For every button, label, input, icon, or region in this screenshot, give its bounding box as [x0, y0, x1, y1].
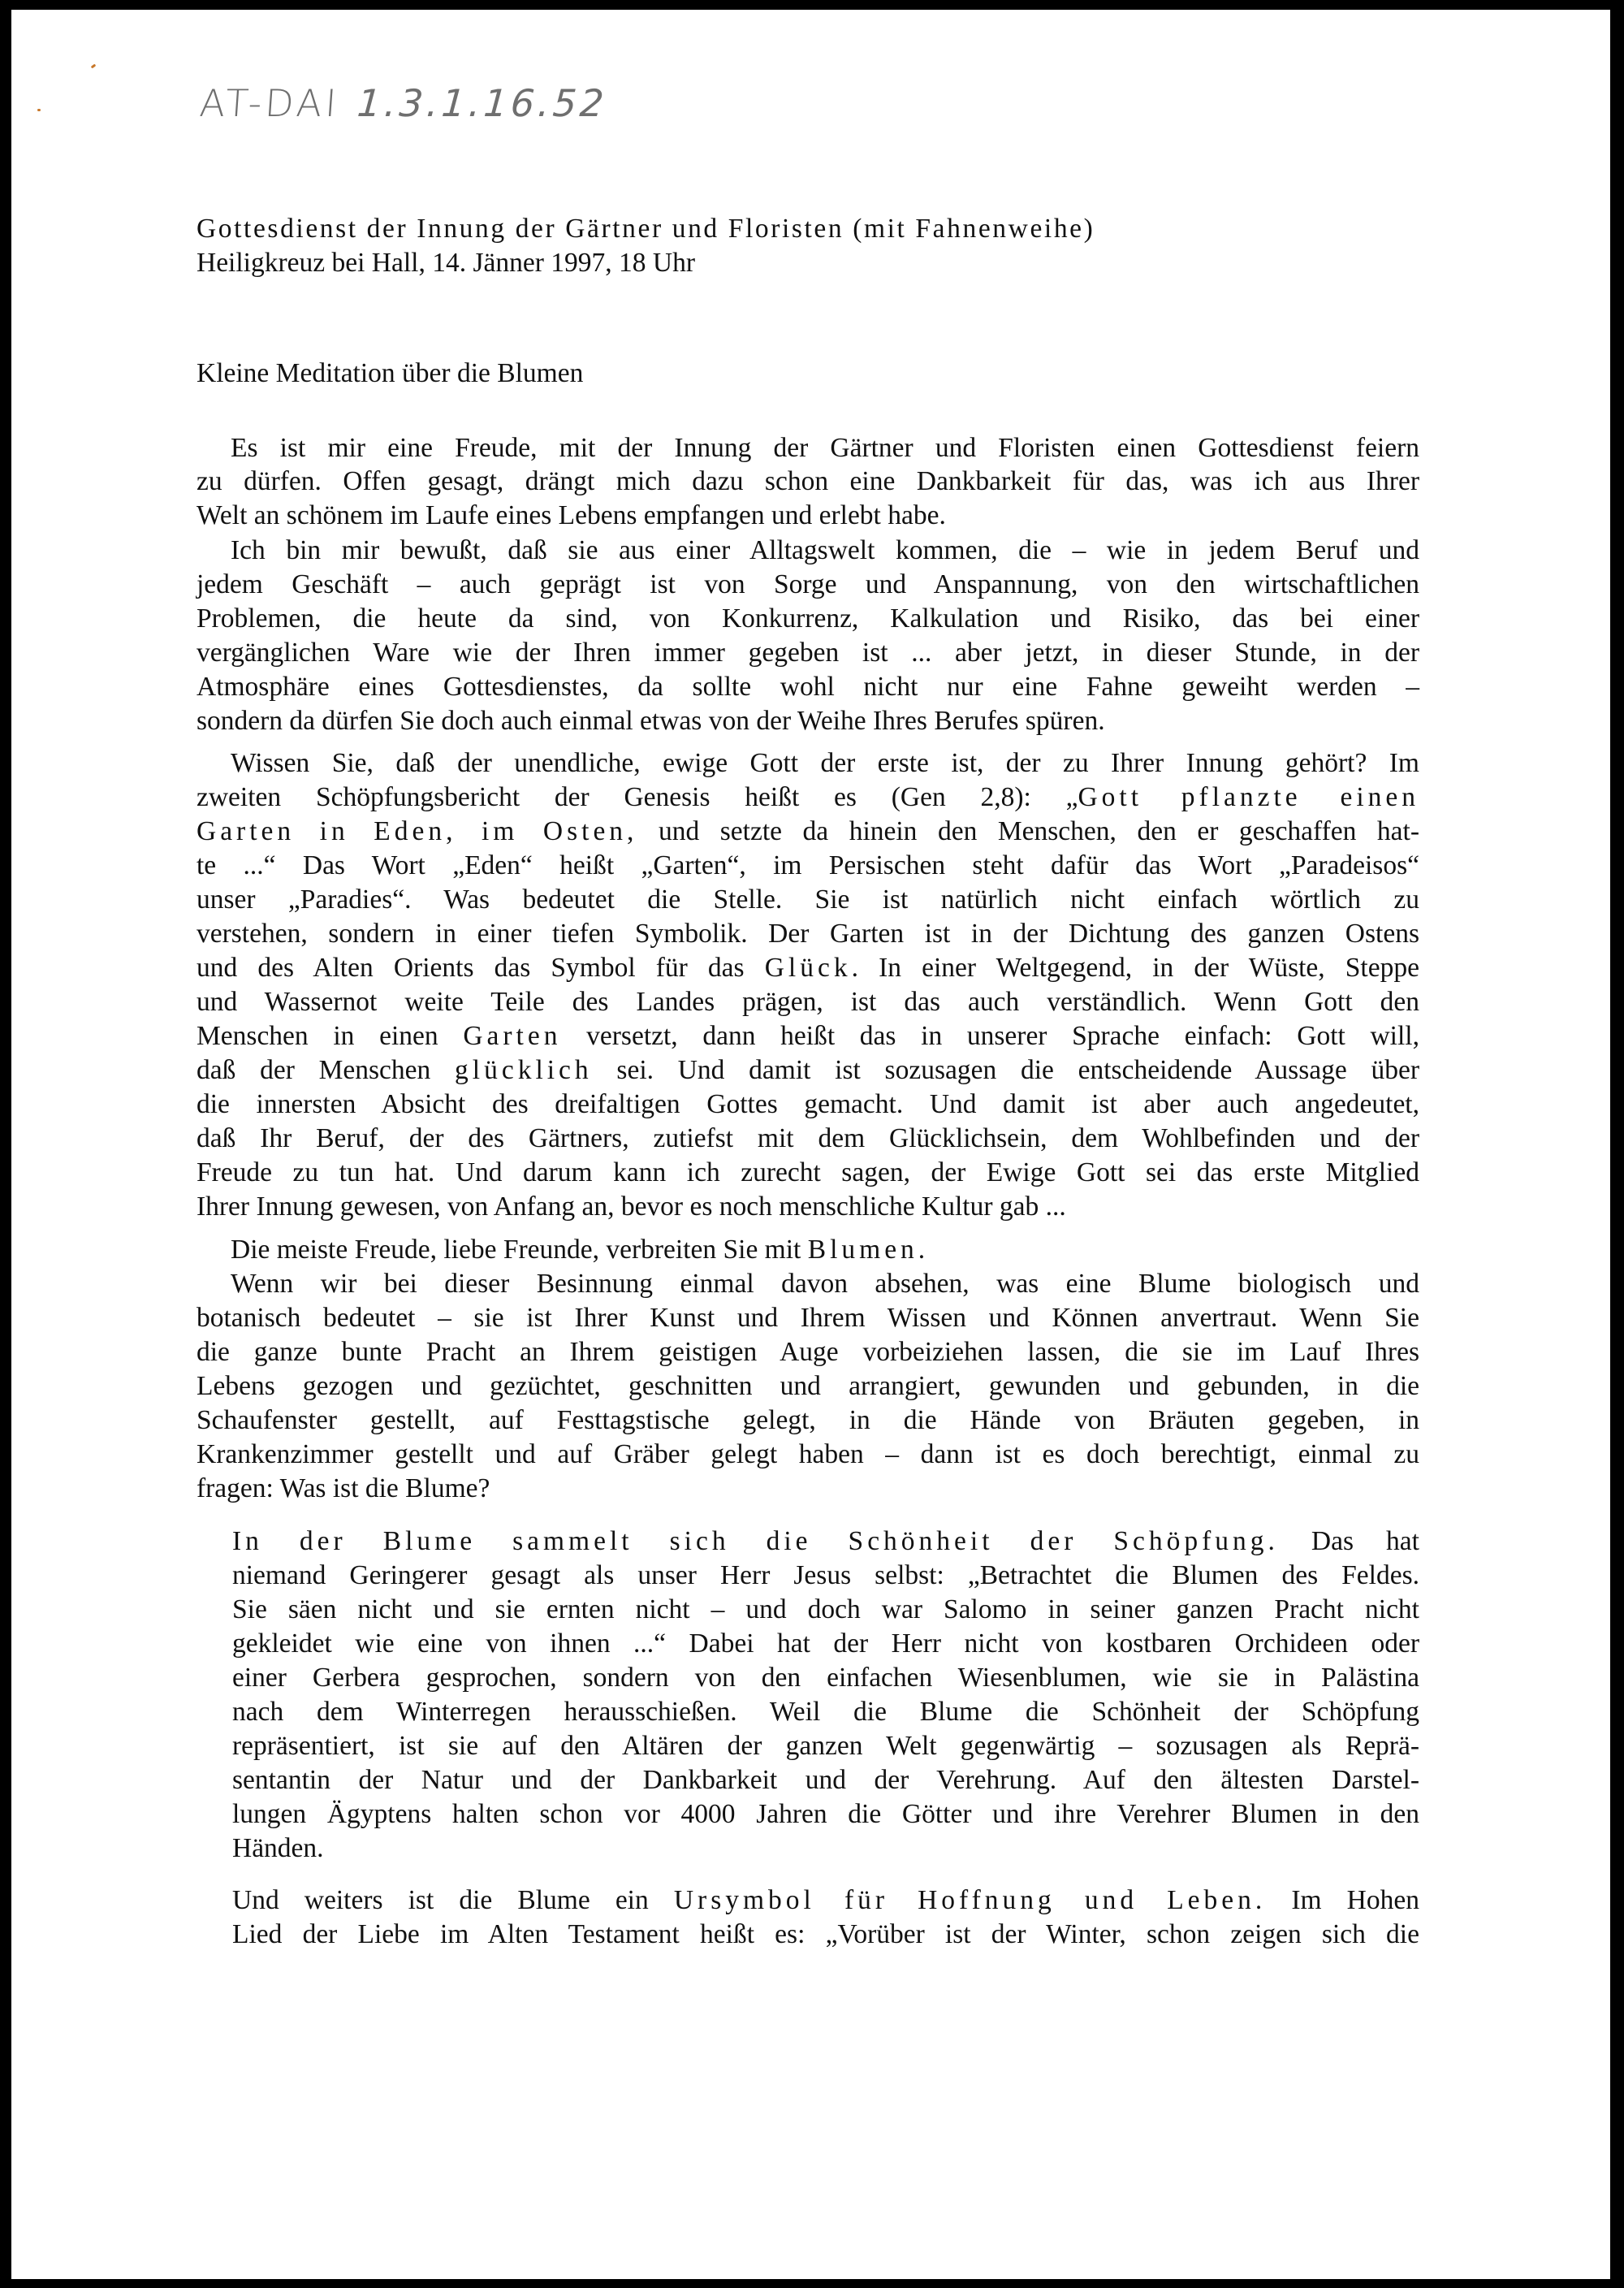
archive-prefix: AT-DAI [198, 81, 341, 125]
paragraph-6-line [232, 1798, 1419, 1831]
text-run: verstehen, sondern in einer tiefen Symbolik. Der Garten ist in der Dichtung des ganzen Ostens [197, 919, 1419, 949]
paragraph-5-line: Lebens gezogen und gezüchtet, geschnitten und arrangiert, gewunden und gebunden, in die [197, 1371, 1419, 1401]
subtitle: Kleine Meditation über die Blumen [197, 358, 584, 388]
paper-speck [91, 64, 97, 69]
text-run: daß Ihr Beruf, der des Gärtners, zutiefst mit dem Glücklichsein, dem Wohlbefinden und der [197, 1123, 1419, 1153]
text-run: und Wassernot weite Teile des Landes prägen, ist das auch verständlich. Wenn Gott den [197, 987, 1419, 1017]
spaced-quote: Garten in Eden, im Osten, [197, 816, 638, 846]
text-run: und setzte da hinein den Menschen, den er geschaffen hat- [637, 816, 1419, 846]
paragraph-1-line: Es ist mir eine Freude, mit der Innung der Gärtner und Floristen einen Gottesdienst feiern [231, 433, 1419, 463]
text-run: Sie säen nicht und sie ernten nicht – und doch war Salomo in seiner ganzen Pracht nicht [232, 1594, 1419, 1624]
paragraph-3-line [231, 747, 1419, 780]
paragraph-5-line: botanisch bedeutet – sie ist Ihrer Kunst und Ihrem Wissen und Können anvertraut. Wenn Sie [197, 1303, 1419, 1333]
spaced-emphasis: Ursymbol für Hoffnung und Leben. [673, 1885, 1267, 1915]
paragraph-3-line [197, 850, 1419, 882]
text-run: sei. Und damit ist sozusagen die entscheidende Aussage über [592, 1055, 1419, 1085]
archive-number: 1.3.1.16.52 [356, 81, 609, 125]
paragraph-5-line: Wenn wir bei dieser Besinnung einmal davon absehen, was eine Blume biologisch und [231, 1269, 1419, 1299]
paragraph-2-line: Atmosphäre eines Gottesdienstes, da sollte wohl nicht nur eine Fahne geweiht werden – [197, 672, 1419, 702]
paragraph-2-line: Ich bin mir bewußt, daß sie aus einer Alltagswelt kommen, die – wie in jedem Beruf und [231, 535, 1419, 565]
archive-signature [198, 81, 608, 125]
paragraph-1-line: zu dürfen. Offen gesagt, drängt mich dazu schon eine Dankbarkeit für das, was ich aus Ihrer [197, 466, 1419, 496]
text-run: te ...“ Das Wort „Eden“ heißt „Garten“, im Persischen steht dafür das Wort „Paradeisos“ [197, 850, 1419, 880]
header-title: Gottesdienst der Innung der Gärtner und Floristen (mit Fahnenweihe) [197, 214, 1095, 244]
paragraph-5-line: fragen: Was ist die Blume? [197, 1473, 490, 1503]
text-run: Die meiste Freude, liebe Freunde, verbreiten Sie mit [231, 1235, 808, 1265]
text-run: und des Alten Orients das Symbol für das [197, 953, 765, 983]
paragraph-3-line [197, 1054, 1419, 1087]
paragraph-5-line: die ganze bunte Pracht an Ihrem geistigen Auge vorbeiziehen lassen, die sie im Lauf Ihres [197, 1337, 1419, 1367]
paragraph-6-line [232, 1696, 1419, 1728]
text-run: zweiten Schöpfungsbericht der Genesis heißt es (Gen 2,8): „ [197, 782, 1078, 812]
header-place-date: Heiligkreuz bei Hall, 14. Jänner 1997, 18 Uhr [197, 248, 696, 278]
spaced-emphasis: Blumen. [807, 1235, 930, 1265]
paragraph-7-line [232, 1884, 1419, 1917]
paragraph-3-line [197, 884, 1419, 916]
text-run: Händen. [232, 1833, 324, 1863]
document-page [11, 10, 1610, 2279]
spaced-quote: Gott pflanzte einen [1078, 782, 1419, 812]
paper-speck [37, 109, 41, 111]
paragraph-6-line [232, 1832, 1419, 1865]
text-run: unser „Paradies“. Was bedeutet die Stelle. Sie ist natürlich nicht einfach wörtlich zu [197, 884, 1419, 915]
paragraph-3-line [197, 1122, 1419, 1155]
paragraph-4-line [231, 1234, 1419, 1266]
paragraph-2-line: Problemen, die heute da sind, von Konkurrenz, Kalkulation und Risiko, das bei einer [197, 603, 1419, 634]
paragraph-3-line [197, 1157, 1419, 1189]
text-run: einer Gerbera gesprochen, sondern von den einfachen Wiesenblumen, wie sie in Palästina [232, 1663, 1419, 1693]
text-run: Menschen in einen [197, 1021, 464, 1051]
paragraph-6-line [232, 1764, 1419, 1797]
paragraph-1-line: Welt an schönem im Laufe eines Lebens empfangen und erlebt habe. [197, 500, 946, 530]
text-run: lungen Ägyptens halten schon vor 4000 Jahren die Götter und ihre Verehrer Blumen in den [232, 1799, 1419, 1829]
paragraph-2-line: vergänglichen Ware wie der Ihren immer gegeben ist ... aber jetzt, in dieser Stunde, in der [197, 638, 1419, 668]
text-run: Das hat [1278, 1526, 1419, 1556]
paragraph-6-line [232, 1559, 1419, 1592]
text-run: Und weiters ist die Blume ein [232, 1885, 674, 1915]
paragraph-6-line [232, 1662, 1419, 1694]
paragraph-5-line: Krankenzimmer gestellt und auf Gräber gelegt haben – dann ist es doch berechtigt, einmal zu [197, 1439, 1419, 1469]
paragraph-3-line [197, 1191, 1419, 1223]
paragraph-3-line [197, 815, 1419, 848]
paragraph-7-line [232, 1918, 1419, 1951]
paragraph-2-line: sondern da dürfen Sie doch auch einmal etwas von der Weihe Ihres Berufes spüren. [197, 706, 1105, 736]
paragraph-6-line [232, 1594, 1419, 1626]
spaced-emphasis: glücklich [455, 1055, 593, 1085]
text-run: repräsentiert, ist sie auf den Altären der ganzen Welt gegenwärtig – sozusagen als Reprä- [232, 1731, 1419, 1761]
paragraph-3-line [197, 986, 1419, 1019]
text-run: Wissen Sie, daß der unendliche, ewige Gott der erste ist, der zu Ihrer Innung gehört? Im [231, 748, 1419, 778]
spaced-emphasis: In der Blume sammelt sich die Schönheit der Schöpfung. [232, 1526, 1279, 1556]
paragraph-3-line [197, 1020, 1419, 1053]
text-run: die innersten Absicht des dreifaltigen Gottes gemacht. Und damit ist aber auch angedeutet, [197, 1089, 1419, 1119]
text-run: versetzt, dann heißt das in unserer Sprache einfach: Gott will, [561, 1021, 1419, 1051]
paragraph-6-line [232, 1628, 1419, 1660]
paragraph-3-line [197, 952, 1419, 984]
paragraph-2-line: jedem Geschäft – auch geprägt ist von Sorge und Anspannung, von den wirtschaftlichen [197, 569, 1419, 599]
text-run: . In einer Weltgegend, in der Wüste, Steppe [851, 953, 1419, 983]
paragraph-3-line [197, 1088, 1419, 1121]
text-run: sentantin der Natur und der Dankbarkeit und der Verehrung. Auf den ältesten Darstel- [232, 1765, 1419, 1795]
paragraph-6-line [232, 1525, 1419, 1558]
paragraph-5-line: Schaufenster gestellt, auf Festtagstische gelegt, in die Hände von Bräuten gegeben, in [197, 1405, 1419, 1435]
text-run: Lied der Liebe im Alten Testament heißt es: „Vorüber ist der Winter, schon zeigen sich die [232, 1919, 1419, 1949]
text-run: Freude zu tun hat. Und darum kann ich zurecht sagen, der Ewige Gott sei das erste Mitglied [197, 1157, 1419, 1187]
text-run: Im Hohen [1266, 1885, 1419, 1915]
text-run: daß der Menschen [197, 1055, 456, 1085]
text-run: niemand Geringerer gesagt als unser Herr Jesus selbst: „Betrachtet die Blumen des Feldes. [232, 1560, 1419, 1590]
paragraph-3-line [197, 781, 1419, 814]
paragraph-3-line [197, 918, 1419, 950]
spaced-emphasis: Glück [764, 953, 852, 983]
text-run: nach dem Winterregen herausschießen. Weil die Blume die Schönheit der Schöpfung [232, 1697, 1419, 1727]
paragraph-6-line [232, 1730, 1419, 1762]
text-run: gekleidet wie eine von ihnen ...“ Dabei hat der Herr nicht von kostbaren Orchideen oder [232, 1628, 1419, 1659]
text-run: Ihrer Innung gewesen, von Anfang an, bevor es noch menschliche Kultur gab ... [197, 1192, 1066, 1222]
spaced-emphasis: Garten [463, 1021, 562, 1051]
